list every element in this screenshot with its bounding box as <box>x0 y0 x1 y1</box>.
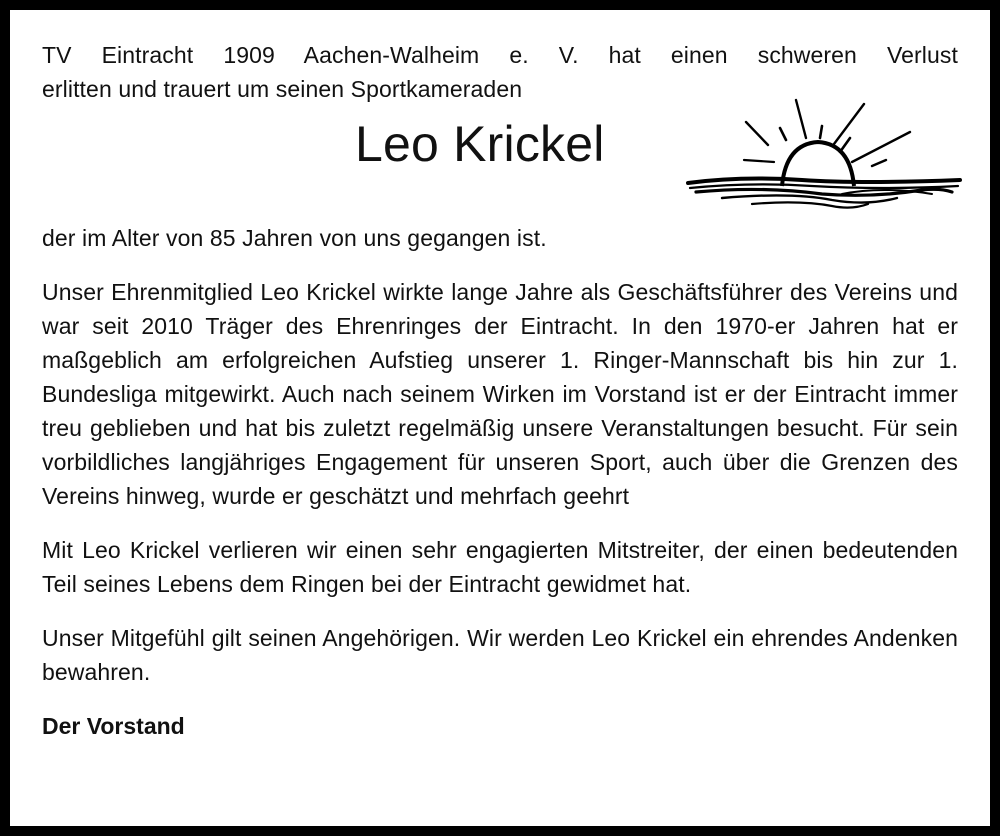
loss-statement-paragraph: Mit Leo Krickel verlieren wir einen sehr engagierten Mitstreiter, der einen bedeutenden Teil seines Lebens dem Ringen bei der Eintracht gewidmet hat. <box>42 537 958 597</box>
signature: Der Vorstand <box>42 713 185 739</box>
obituary-notice <box>42 38 958 743</box>
age-statement: der im Alter von 85 Jahren von uns gegangen ist. <box>42 225 547 251</box>
condolence-paragraph: Unser Mitgefühl gilt seinen Angehörigen. Wir werden Leo Krickel ein ehrendes Andenken bewahren. <box>42 625 958 685</box>
rising-sun-icon <box>682 82 962 212</box>
deceased-name: Leo Krickel <box>355 116 605 172</box>
tribute-paragraph: Unser Ehrenmitglied Leo Krickel wirkte lange Jahre als Geschäftsführer des Vereins und war seit 2010 Träger des Ehrenringes der Eintracht. In den 1970-er Jahren hat er maßgeblich am erfolgreichen Aufstieg unserer 1. Ringer-Mannschaft bis hin zur 1. Bundesliga mitgewirkt. Auch nach seinem Wirken im Vorstand ist er der Eintracht immer treu geblieben und hat bis zuletzt regelmäßig unsere Veranstaltungen besucht. Für sein vorbildliches langjähriges Engagement für unseren Sport, auch über die Grenzen des Vereins hinweg, wurde er geschätzt und mehrfach geehrt <box>42 279 958 509</box>
name-row <box>42 106 958 224</box>
intro-line-1: TV Eintracht 1909 Aachen-Walheim e. V. hat einen schweren Verlust <box>42 42 958 68</box>
intro-line-2: erlitten und trauert um seinen Sportkameraden <box>42 76 523 102</box>
